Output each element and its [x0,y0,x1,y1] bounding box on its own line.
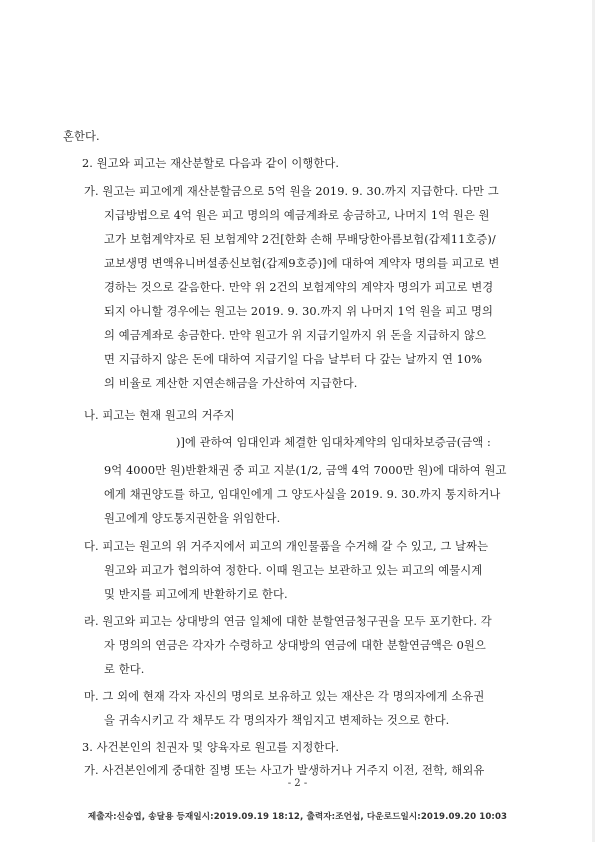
text-line: 혼한다. [63,130,100,143]
clause-ga: 가. 원고는 피고에게 재산분할금으로 5억 원을 2019. 9. 30.까지 지급한다. 다만 그 [84,185,499,198]
text-line: 경하는 것으로 갈음한다. 만약 위 2건의 보험계약의 계약자 명의가 피고로 변경 [104,281,494,294]
text-line: 의 예금계좌로 송금한다. 만약 원고가 위 지급기일까지 위 돈을 지급하지 않으 [104,329,486,342]
text-line: 되지 아니할 경우에는 원고는 2019. 9. 30.까지 위 나머지 1억 원을 피고 명의 [104,305,493,318]
text-line: 에게 채권양도를 하고, 임대인에게 그 양도사실을 2019. 9. 30.까지 통지하거나 [104,488,501,501]
submission-footer: 제출자:신승엽, 송달용 등재일시:2019.09.19 18:12, 출력자:조언섭, 다운로드일시:2019.09.20 10:03 [87,812,508,822]
clause-ga: 가. 사건본인에게 중대한 질병 또는 사고가 발생하거나 거주지 이전, 전학, 해외유 [84,764,485,777]
clause-da: 다. 피고는 원고의 위 거주지에서 피고의 개인물품을 수거해 갈 수 있고, 그 날짜는 [84,540,489,553]
text-line: 원고에게 양도통지권한을 위임한다. [104,512,281,525]
text-line: 교보생명 변액유니버셜종신보험(갑제9호증)]에 대하여 계약자 명의를 피고로 변 [104,257,500,270]
section-heading: 2. 원고와 피고는 재산분할로 다음과 같이 이행한다. [82,157,340,170]
text-line: 면 지급하지 않은 돈에 대하여 지급기일 다음 날부터 다 갚는 날까지 연 10% [104,353,483,366]
text-line: 의 비율로 계산한 지연손해금을 가산하여 지급한다. [104,377,358,390]
text-line: 고가 보험계약자로 된 보험계약 2건[한화 손해 무배당한아름보험(갑제11호증)/ [104,233,496,246]
clause-ma: 마. 그 외에 현재 각자 자신의 명의로 보유하고 있는 재산은 각 명의자에게 소유권 [84,690,485,703]
section-heading: 3. 사건본인의 친권자 및 양육자로 원고를 지정한다. [82,741,340,754]
text-line: 9억 4000만 원)반환채권 중 피고 지분(1/2, 금액 4억 7000만 원)에 대하여 원고 [104,464,507,477]
text-line: 로 한다. [104,663,145,676]
clause-na: 나. 피고는 현재 원고의 거주지 [84,409,235,422]
text-line: 및 반지를 피고에게 반환하기로 한다. [104,588,288,601]
text-line: 지급방법으로 4억 원은 피고 명의의 예금계좌로 송금하고, 나머지 1억 원은 원 [104,209,490,222]
text-line: 자 명의의 연금은 각자가 수령하고 상대방의 연금에 대한 분할연금액은 0원으 [104,639,486,652]
clause-ra: 라. 원고와 피고는 상대방의 연금 일체에 대한 분할연금청구권을 모두 포기한다. 각 [84,615,492,628]
page-number: - 2 - [287,778,308,789]
text-line: 을 귀속시키고 각 채무도 각 명의자가 책임지고 변제하는 것으로 한다. [104,714,450,727]
text-line: )]에 관하여 임대인과 체결한 임대차계약의 임대차보증금(금액 : [176,436,491,449]
text-line: 원고와 피고가 협의하여 정한다. 이때 원고는 보관하고 있는 피고의 예물시계 [104,564,483,577]
